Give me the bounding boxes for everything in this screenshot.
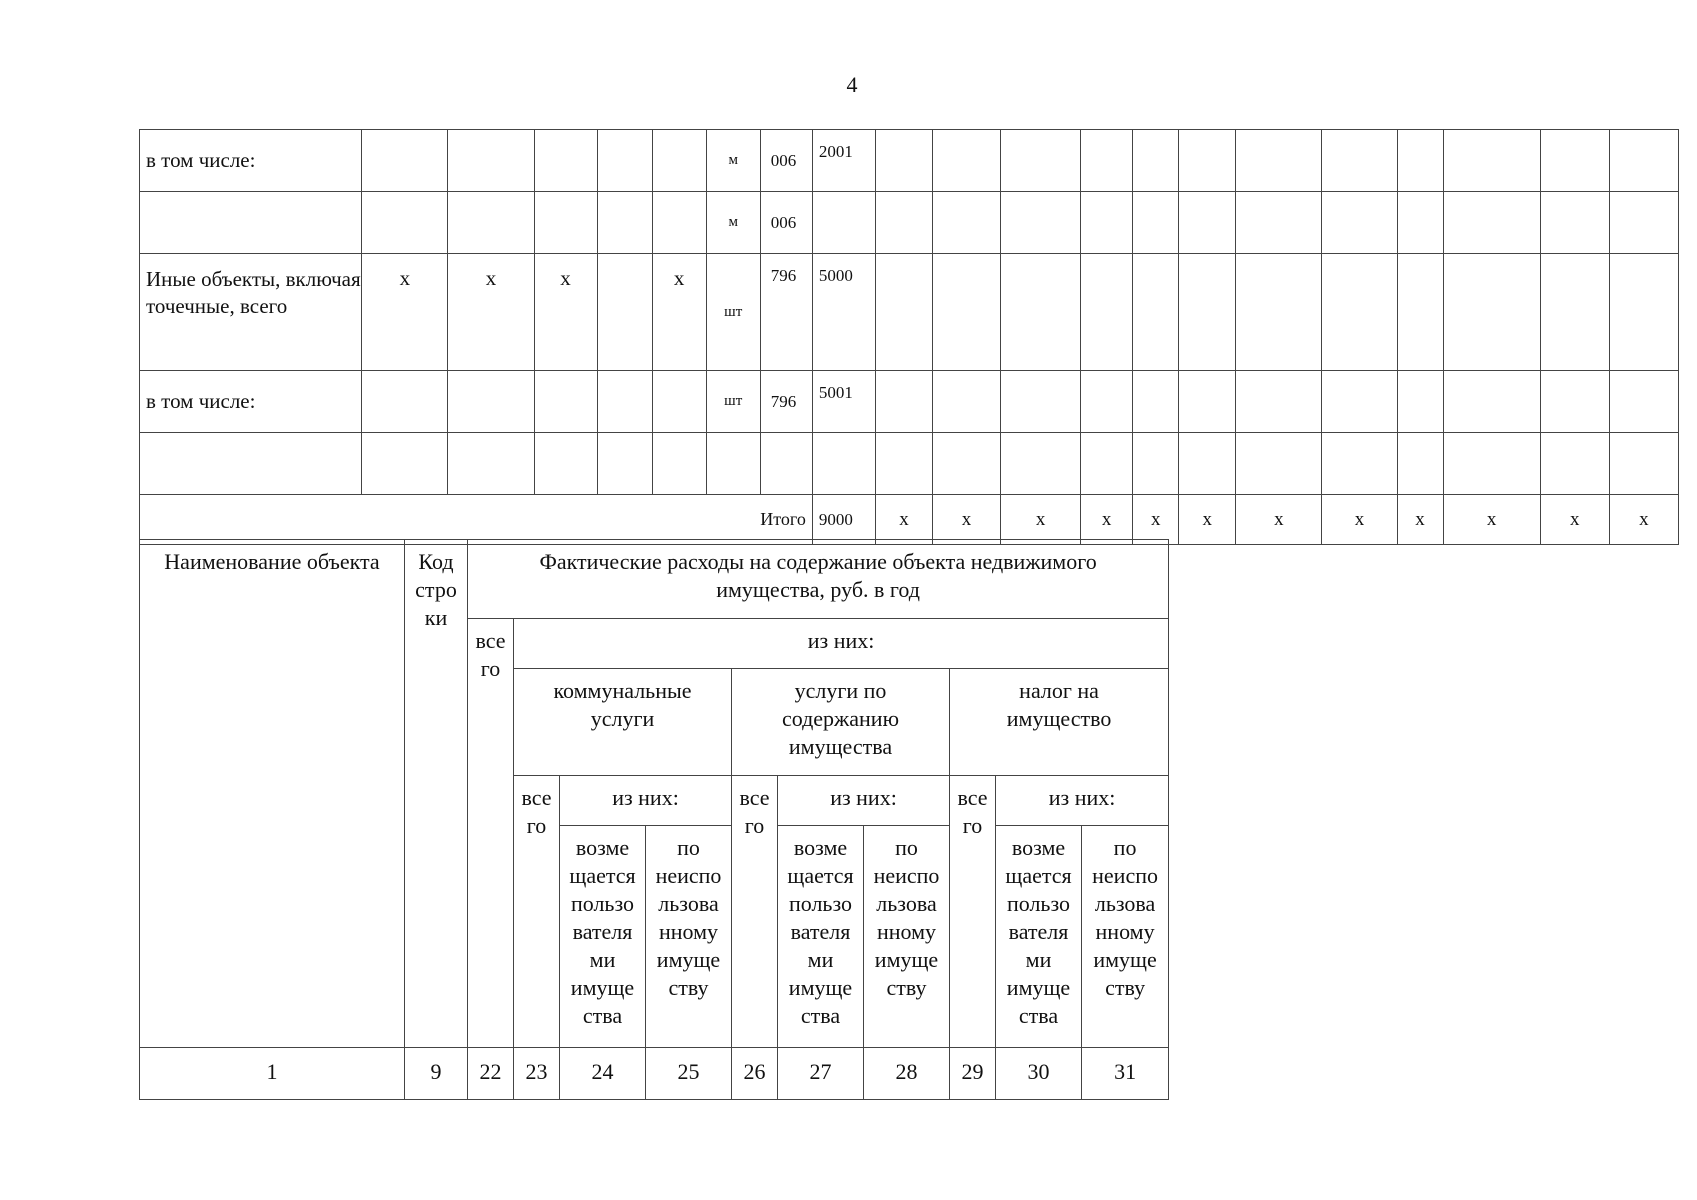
reimbursed-header [996, 826, 1082, 1048]
total-cell: х [932, 495, 1000, 545]
objects-table [139, 129, 1679, 545]
column-number: 23 [514, 1048, 560, 1100]
header-line: ми [1025, 947, 1052, 972]
subgroup-of-them-header: из них: [778, 776, 950, 826]
cell [362, 371, 448, 433]
column-number: 9 [405, 1048, 468, 1100]
total-row [140, 495, 1679, 545]
header-line: ми [807, 947, 834, 972]
row-code-cell: 5001 [812, 371, 875, 433]
total-cell: х [1540, 495, 1609, 545]
unit-cell: м [706, 192, 760, 254]
cell [597, 130, 652, 192]
row-name: в том числе: [140, 130, 362, 192]
column-number: 1 [140, 1048, 405, 1100]
total-cell: х [1609, 495, 1678, 545]
cell: х [534, 254, 597, 371]
total-label: Итого [140, 495, 813, 545]
expenses-table [139, 539, 1169, 1100]
okei-cell [760, 433, 812, 495]
okei-cell: 796 [760, 371, 812, 433]
cell: х [652, 254, 706, 371]
total-cell: х [1236, 495, 1322, 545]
header-line: по [895, 835, 918, 860]
header-line: неиспо [1092, 863, 1158, 888]
header-line: щается [787, 863, 854, 888]
column-number: 24 [560, 1048, 646, 1100]
column-number: 22 [468, 1048, 514, 1100]
header-line: ству [668, 975, 709, 1000]
header-line: нному [658, 919, 719, 944]
utilities-header: коммунальные услуги [514, 669, 732, 776]
row-name: Иные объекты, включая точечные, всего [140, 254, 362, 371]
total-cell: х [1443, 495, 1540, 545]
header-line: возме [1011, 835, 1066, 860]
cell [652, 130, 706, 192]
header-line: го [962, 813, 983, 838]
cell [448, 433, 534, 495]
unit-cell: шт [706, 371, 760, 433]
okei-cell: 006 [760, 192, 812, 254]
header-line: щается [1005, 863, 1072, 888]
cell [448, 371, 534, 433]
property-tax-header: налог на имущество [950, 669, 1169, 776]
header-line: вателя [572, 919, 633, 944]
table-row [140, 371, 1679, 433]
header-line: возме [793, 835, 848, 860]
okei-cell: 006 [760, 130, 812, 192]
cell [534, 130, 597, 192]
header-line: ству [1105, 975, 1146, 1000]
expenses-header: Фактические расходы на содержание объекта недвижимого имущества, руб. в год [468, 540, 1169, 619]
header-line: го [480, 656, 501, 681]
header-line: имуще [1093, 947, 1157, 972]
total-code-cell: 9000 [812, 495, 875, 545]
header-line: го [744, 813, 765, 838]
unused-property-header [1082, 826, 1169, 1048]
row-code-header [405, 540, 468, 1048]
header-line: го [526, 813, 547, 838]
table-row [140, 433, 1679, 495]
header-line: пользо [570, 891, 635, 916]
column-numbers-row [140, 1048, 1169, 1100]
column-number: 26 [732, 1048, 778, 1100]
cell: х [362, 254, 448, 371]
row-code-cell: 5000 [812, 254, 875, 371]
row-name: в том числе: [140, 371, 362, 433]
subgroup-total-header [514, 776, 560, 1048]
column-number: 28 [864, 1048, 950, 1100]
cell [534, 433, 597, 495]
header-line: ства [1018, 1003, 1059, 1028]
header-line: ства [582, 1003, 623, 1028]
header-line: неиспо [655, 863, 722, 888]
header-line: все [957, 785, 988, 810]
page-number: 4 [846, 72, 858, 97]
unit-cell: м [706, 130, 760, 192]
reimbursed-header [560, 826, 646, 1048]
cell [652, 433, 706, 495]
unit-cell: шт [706, 254, 760, 371]
table-row [140, 130, 1679, 192]
okei-cell: 796 [760, 254, 812, 371]
unused-property-header [864, 826, 950, 1048]
header-line: ми [589, 947, 616, 972]
cell [448, 130, 534, 192]
header-line: стро [415, 577, 457, 602]
row-code-cell [812, 433, 875, 495]
total-cell: х [1179, 495, 1236, 545]
total-cell: х [875, 495, 932, 545]
cell [597, 371, 652, 433]
header-line: ству [886, 975, 927, 1000]
unit-cell [706, 433, 760, 495]
cell [597, 433, 652, 495]
header-line: имуще [570, 975, 635, 1000]
cell [534, 371, 597, 433]
header-line: Код [418, 549, 454, 574]
cell [652, 192, 706, 254]
column-number: 30 [996, 1048, 1082, 1100]
cell [362, 433, 448, 495]
header-line: пользо [788, 891, 853, 916]
total-cell: х [1397, 495, 1443, 545]
header-line: льзова [876, 891, 937, 916]
header-line: нному [876, 919, 937, 944]
header-line: имуще [1006, 975, 1071, 1000]
unused-property-header [646, 826, 732, 1048]
header-line: неиспо [873, 863, 940, 888]
header-line: возме [575, 835, 630, 860]
total-header [468, 619, 514, 1048]
header-line: все [475, 628, 506, 653]
column-number: 27 [778, 1048, 864, 1100]
header-line: по [677, 835, 700, 860]
cell [652, 371, 706, 433]
subgroup-of-them-header: из них: [996, 776, 1169, 826]
maintenance-header: услуги по содержанию имущества [732, 669, 950, 776]
row-name [140, 192, 362, 254]
header-line: имуще [788, 975, 853, 1000]
header-line: имуще [656, 947, 721, 972]
column-number: 31 [1082, 1048, 1169, 1100]
header-line: нному [1095, 919, 1155, 944]
header-line: имуще [874, 947, 939, 972]
total-cell: х [1133, 495, 1179, 545]
subgroup-of-them-header: из них: [560, 776, 732, 826]
header-line: по [1113, 835, 1137, 860]
header-line: щается [569, 863, 636, 888]
cell [362, 130, 448, 192]
header-line: льзова [658, 891, 719, 916]
header-line: ства [800, 1003, 841, 1028]
cell: х [448, 254, 534, 371]
header-line: вателя [1008, 919, 1069, 944]
table-row [140, 254, 1679, 371]
total-cell: х [1322, 495, 1397, 545]
header-line: льзова [1094, 891, 1156, 916]
cell [597, 192, 652, 254]
total-cell: х [1081, 495, 1133, 545]
row-name [140, 433, 362, 495]
reimbursed-header [778, 826, 864, 1048]
column-number: 25 [646, 1048, 732, 1100]
object-name-header: Наименование объекта [140, 540, 405, 1048]
header-line: все [521, 785, 552, 810]
header-line: все [739, 785, 770, 810]
table-row [140, 192, 1679, 254]
cell [362, 192, 448, 254]
row-code-cell: 2001 [812, 130, 875, 192]
header-line: пользо [1006, 891, 1071, 916]
total-cell: х [1001, 495, 1081, 545]
subgroup-total-header [950, 776, 996, 1048]
header-line: ки [424, 605, 448, 630]
row-code-cell [812, 192, 875, 254]
cell [597, 254, 652, 371]
of-them-header: из них: [514, 619, 1169, 669]
cell [534, 192, 597, 254]
cell [448, 192, 534, 254]
header-line: вателя [790, 919, 851, 944]
subgroup-total-header [732, 776, 778, 1048]
column-number: 29 [950, 1048, 996, 1100]
